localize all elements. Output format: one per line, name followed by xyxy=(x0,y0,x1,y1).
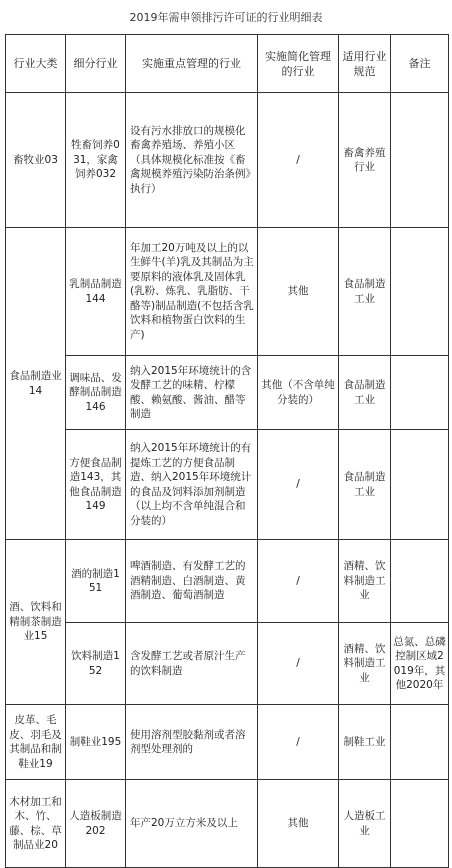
cell-key-management: 啤酒制造、有发酵工艺的酒精制造、白酒制造、黄酒制造、葡萄酒制造 xyxy=(126,540,258,623)
header-industry: 行业大类 xyxy=(6,35,66,93)
cell-industry-spec: 酒精、饮料制造工业 xyxy=(339,540,391,623)
cell-key-management: 设有污水排放口的规模化畜禽养殖场、养殖小区（具体规模化标准按《畜禽规模养殖污染防治条例》执行） xyxy=(126,93,258,228)
cell-industry: 食品制造业14 xyxy=(6,228,66,540)
cell-note xyxy=(391,780,449,868)
cell-key-management: 含发酵工艺或者原汁生产的饮料制造 xyxy=(126,623,258,705)
cell-key-management: 纳入2015年环境统计的有提炼工艺的方便食品制造、纳入2015年环境统计的食品及饲料添加剂制造（以上均不含单纯混合和分装的） xyxy=(126,430,258,540)
table-row xyxy=(6,780,449,868)
cell-note xyxy=(391,540,449,623)
cell-simplified-management: / xyxy=(258,540,339,623)
cell-simplified-management: / xyxy=(258,430,339,540)
cell-sub-industry: 方便食品制造143，其他食品制造149 xyxy=(66,430,126,540)
table-row xyxy=(6,540,449,623)
cell-sub-industry: 人造板制造202 xyxy=(66,780,126,868)
cell-simplified-management: 其他（不含单纯分装的） xyxy=(258,356,339,430)
cell-simplified-management: 其他 xyxy=(258,228,339,356)
table-row xyxy=(6,430,449,540)
cell-industry: 皮革、毛皮、羽毛及其制品和制鞋业19 xyxy=(6,705,66,780)
cell-key-management: 使用溶剂型胶黏剂或者溶剂型处理剂的 xyxy=(126,705,258,780)
header-industry-spec: 适用行业规范 xyxy=(339,35,391,93)
cell-simplified-management: / xyxy=(258,705,339,780)
table-title: 2019年需申领排污许可证的行业明细表 xyxy=(129,11,323,24)
cell-sub-industry: 制鞋业195 xyxy=(66,705,126,780)
table-row xyxy=(6,93,449,228)
cell-industry: 畜牧业03 xyxy=(6,93,66,228)
cell-key-management: 纳入2015年环境统计的含发酵工艺的味精、柠檬酸、赖氨酸、酱油、醋等制造 xyxy=(126,356,258,430)
cell-industry-spec: 食品制造工业 xyxy=(339,356,391,430)
cell-simplified-management: / xyxy=(258,93,339,228)
cell-simplified-management: 其他 xyxy=(258,780,339,868)
industry-table xyxy=(5,34,449,868)
cell-sub-industry: 饮料制造152 xyxy=(66,623,126,705)
cell-note xyxy=(391,93,449,228)
cell-key-management: 年产20万立方米及以上 xyxy=(126,780,258,868)
cell-sub-industry: 调味品、发酵制品制造146 xyxy=(66,356,126,430)
header-sub-industry: 细分行业 xyxy=(66,35,126,93)
cell-simplified-management: / xyxy=(258,623,339,705)
cell-sub-industry: 牲畜饲养031，家禽饲养032 xyxy=(66,93,126,228)
cell-key-management: 年加工20万吨及以上的以生鲜牛(羊)乳及其制品为主要原料的液体乳及固体乳(乳粉、炼乳、乳脂肪、干酪等)制品制造(不包括含乳饮料和植物蛋白饮料的生产) xyxy=(126,228,258,356)
cell-industry: 酒、饮料和精制茶制造业15 xyxy=(6,540,66,705)
header-simplified-management: 实施简化管理的行业 xyxy=(258,35,339,93)
cell-sub-industry: 乳制品制造144 xyxy=(66,228,126,356)
cell-sub-industry: 酒的制造151 xyxy=(66,540,126,623)
cell-note xyxy=(391,430,449,540)
table-row xyxy=(6,623,449,705)
cell-industry-spec: 人造板工业 xyxy=(339,780,391,868)
cell-industry-spec: 制鞋工业 xyxy=(339,705,391,780)
header-row xyxy=(6,35,449,93)
cell-note xyxy=(391,356,449,430)
cell-industry-spec: 酒精、饮料制造工业 xyxy=(339,623,391,705)
cell-note: 总氮、总磷控制区域2019年，其他2020年 xyxy=(391,623,449,705)
cell-note xyxy=(391,705,449,780)
cell-industry-spec: 食品制造工业 xyxy=(339,430,391,540)
cell-industry-spec: 食品制造工业 xyxy=(339,228,391,356)
header-key-management: 实施重点管理的行业 xyxy=(126,35,258,93)
cell-industry: 木材加工和木、竹、藤、棕、草制品业20 xyxy=(6,780,66,868)
table-row xyxy=(6,705,449,780)
cell-note xyxy=(391,228,449,356)
table-row xyxy=(6,228,449,356)
header-note: 备注 xyxy=(391,35,449,93)
cell-industry-spec: 畜禽养殖行业 xyxy=(339,93,391,228)
table-row xyxy=(6,356,449,430)
